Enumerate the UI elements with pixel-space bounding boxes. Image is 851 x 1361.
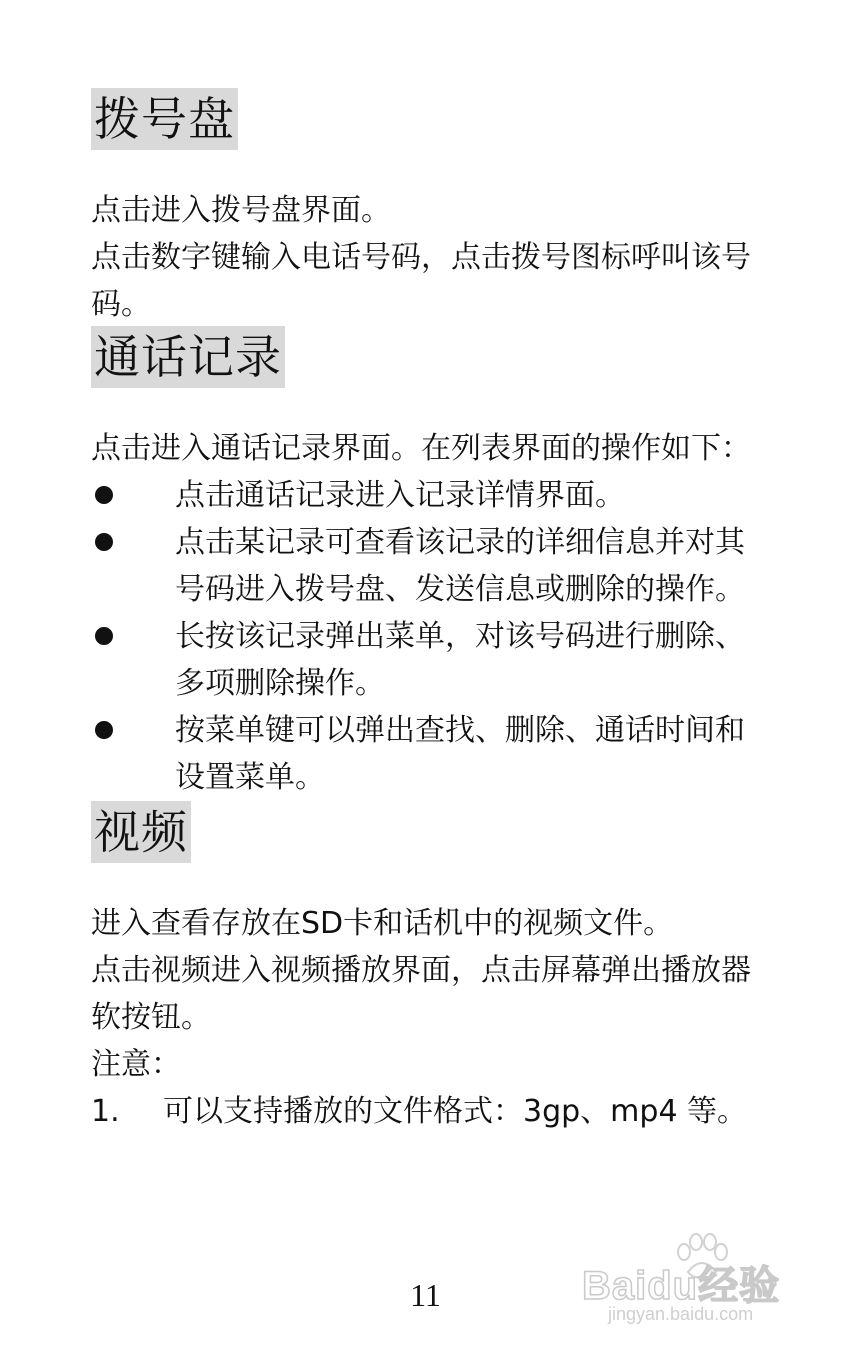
document-page: [91, 88, 771, 1135]
list-item: 按菜单键可以弹出查找、删除、通话时间和设置菜单。: [91, 707, 771, 801]
section-heading-call-log: 通话记录: [91, 326, 285, 388]
section-heading-dialpad: 拨号盘: [91, 88, 238, 150]
paragraph: 点击进入通话记录界面。在列表界面的操作如下：: [91, 431, 751, 466]
bullet-icon: [95, 627, 113, 645]
paragraph: 点击视频进入视频播放界面，点击屏幕弹出播放器软按钮。: [91, 953, 751, 1035]
paragraph: 点击进入拨号盘界面。: [91, 193, 391, 228]
numbered-item: [91, 1088, 771, 1135]
list-item: 长按该记录弹出菜单，对该号码进行删除、多项删除操作。: [91, 613, 771, 707]
item-number: 1.: [91, 1094, 120, 1129]
watermark-url: jingyan.baidu.com: [608, 1304, 754, 1324]
bullet-icon: [95, 486, 113, 504]
bullet-icon: [95, 721, 113, 739]
baidu-watermark: [578, 1232, 808, 1332]
section-heading-video: 视频: [91, 801, 191, 863]
list-item: 点击通话记录进入记录详情界面。: [91, 472, 771, 519]
bullet-list: [91, 472, 771, 801]
section-call-log: [91, 326, 771, 801]
paragraph: 进入查看存放在SD卡和话机中的视频文件。: [91, 906, 674, 941]
section-dialpad: [91, 88, 771, 328]
section-video: [91, 801, 771, 1135]
note-label: 注意：: [91, 1047, 181, 1082]
bullet-icon: [95, 533, 113, 551]
paragraph: 点击数字键输入电话号码，点击拨号图标呼叫该号码。: [91, 240, 751, 322]
list-item: 点击某记录可查看该记录的详细信息并对其号码进入拨号盘、发送信息或删除的操作。: [91, 519, 771, 613]
page-number: 11: [410, 1277, 441, 1313]
watermark-brand: Baidu经验: [582, 1264, 781, 1308]
item-text: 可以支持播放的文件格式：3gp、mp4 等。: [163, 1094, 748, 1129]
